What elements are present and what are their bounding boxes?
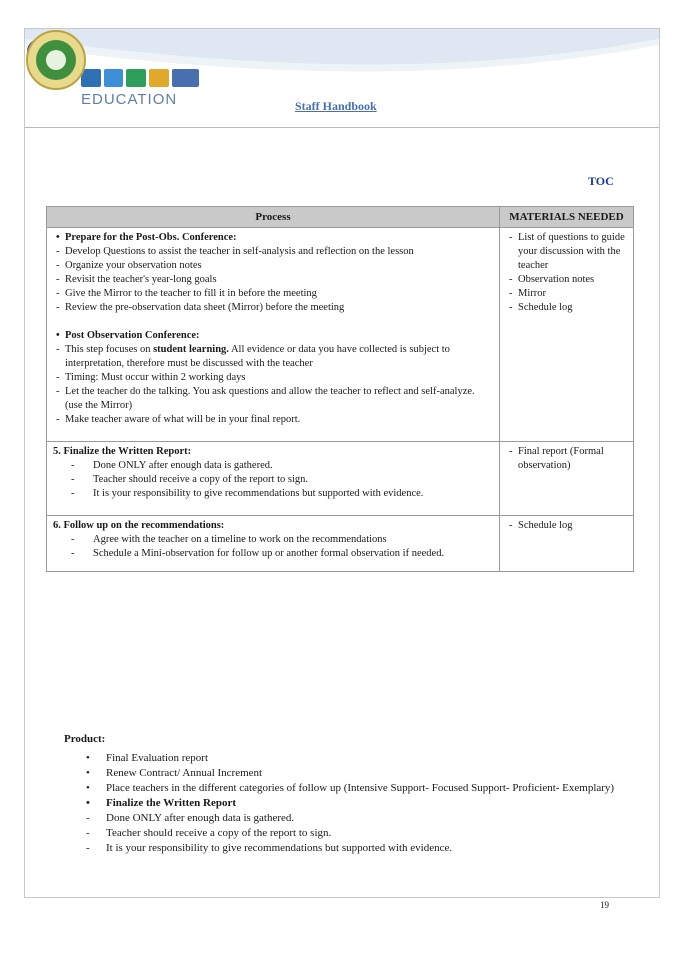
material-item: - Schedule log	[518, 301, 627, 315]
list-item: - Schedule a Mini-observation for follow up or another formal observation if needed.	[93, 547, 493, 561]
list-item	[65, 343, 493, 371]
finalize-list	[53, 459, 493, 501]
list-item: - Let the teacher do the talking. You ask questions and allow the teacher to reflect and self-analyze. (use the Mirror)	[65, 385, 493, 413]
list-item: - It is your responsibility to give recommendations but supported with evidence.	[106, 841, 624, 856]
logo-block	[126, 69, 146, 87]
process-cell	[47, 228, 500, 442]
finalize-title: • Finalize the Written Report	[106, 796, 624, 811]
materials-cell	[500, 228, 634, 442]
material-item: - Mirror	[518, 287, 627, 301]
logo-block	[104, 69, 124, 87]
materials-list	[506, 519, 627, 533]
process-table	[46, 206, 634, 572]
row-title: 5. Finalize the Written Report:	[53, 446, 192, 457]
post-conference-title: • Post Observation Conference:	[65, 329, 493, 343]
list-item: • Final Evaluation report	[106, 751, 624, 766]
list-item: - Give the Mirror to the teacher to fill it in before the meeting	[65, 287, 493, 301]
product-title: Product:	[64, 733, 106, 745]
process-column-header: Process	[47, 207, 500, 228]
process-cell	[47, 516, 500, 572]
process-cell	[47, 442, 500, 516]
post-conference-list	[53, 329, 493, 427]
toc-link[interactable]: TOC	[588, 174, 614, 188]
materials-list	[506, 445, 627, 473]
list-item: - Organize your observation notes	[65, 259, 493, 273]
logo-text: EDUCATION	[81, 91, 178, 108]
materials-cell	[500, 516, 634, 572]
follow-up-list	[53, 533, 493, 561]
school-crest-icon	[25, 29, 87, 91]
table-header-row	[47, 207, 634, 228]
list-item-text: This step focuses on	[65, 344, 154, 355]
list-item: • Renew Contract/ Annual Increment	[106, 766, 624, 781]
list-item: - It is your responsibility to give recommendations but supported with evidence.	[93, 487, 493, 501]
materials-cell	[500, 442, 634, 516]
logo-block	[172, 69, 199, 87]
list-item: - Revisit the teacher's year-long goals	[65, 273, 493, 287]
list-item: - Teacher should receive a copy of the report to sign.	[93, 473, 493, 487]
product-list	[64, 751, 624, 856]
list-item: - Develop Questions to assist the teacher in self-analysis and reflection on the lesson	[65, 245, 493, 259]
list-item: - Teacher should receive a copy of the report to sign.	[106, 826, 624, 841]
list-item-text: All evidence or data you have collected is subject to interpretation, therefore must be discussed with the teacher	[65, 344, 450, 369]
prep-list	[53, 231, 493, 315]
table-row	[47, 442, 634, 516]
education-logo	[81, 69, 199, 117]
list-item: - Make teacher aware of what will be in your final report.	[65, 413, 493, 427]
row-title: 6. Follow up on the recommendations:	[53, 520, 225, 531]
handbook-title[interactable]: Staff Handbook	[295, 99, 377, 113]
list-item-emphasis: student learning.	[153, 344, 229, 355]
material-item: - Observation notes	[518, 273, 627, 287]
list-item: - Review the pre-observation data sheet (Mirror) before the meeting	[65, 301, 493, 315]
list-item: - Done ONLY after enough data is gathered.	[106, 811, 624, 826]
list-item: • Place teachers in the different categories of follow up (Intensive Support- Focused Support- Proficient- Exemplary)	[106, 781, 624, 796]
page-number: 19	[600, 900, 609, 910]
list-item: - Timing: Must occur within 2 working days	[65, 371, 493, 385]
prep-section-title: • Prepare for the Post-Obs. Conference:	[65, 231, 493, 245]
product-section	[64, 732, 624, 856]
list-item: - Done ONLY after enough data is gathered.	[93, 459, 493, 473]
table-row	[47, 228, 634, 442]
material-item: - List of questions to guide your discussion with the teacher	[518, 231, 627, 273]
table-row	[47, 516, 634, 572]
page-header	[25, 29, 659, 128]
material-item: - Final report (Formal observation)	[518, 445, 627, 473]
materials-list	[506, 231, 627, 315]
logo-blocks	[81, 69, 199, 87]
logo-block	[149, 69, 169, 87]
materials-column-header: MATERIALS NEEDED	[500, 207, 634, 228]
material-item: - Schedule log	[518, 519, 627, 533]
list-item: - Agree with the teacher on a timeline to work on the recommendations	[93, 533, 493, 547]
